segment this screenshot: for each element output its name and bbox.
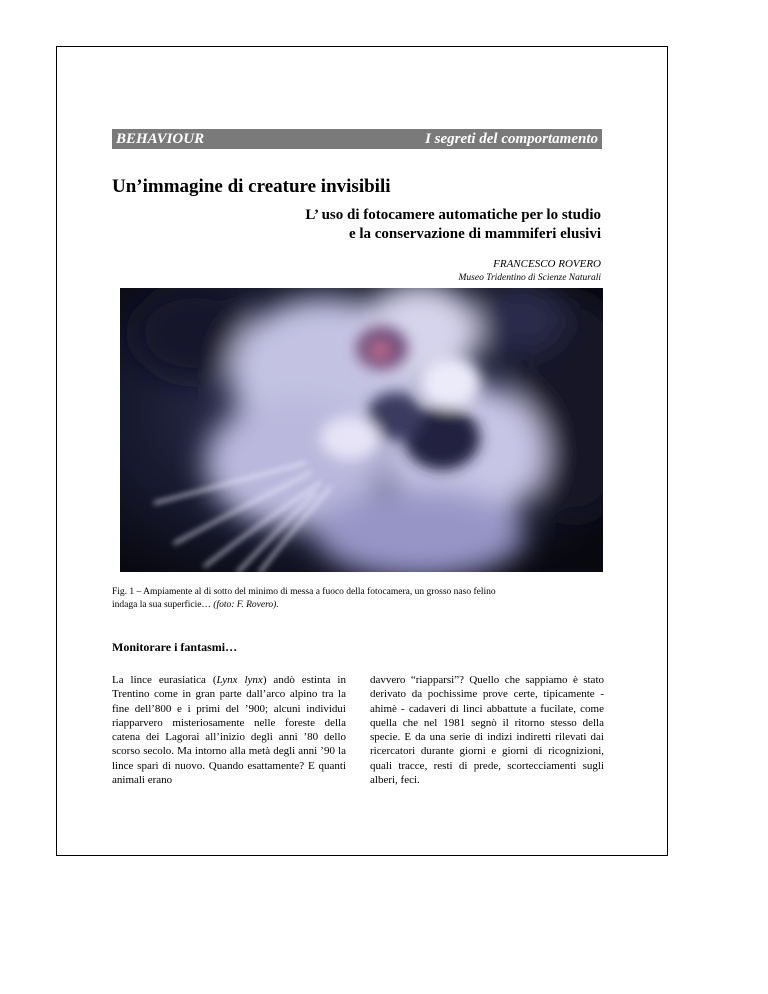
series-label: I segreti del comportamento [425,131,598,147]
figure-caption [112,586,602,612]
section-label: BEHAVIOUR [116,131,205,147]
subtitle-line-2: e la conservazione di mammiferi elusivi [348,226,601,242]
author-name: FRANCESCO ROVERO [493,258,601,270]
species-name: Lynx lynx [216,674,263,686]
body-column-1 [112,673,346,787]
photo-credit: (foto: F. Rovero). [213,600,279,610]
article-title: Un’immagine di creature invisibili [112,176,391,197]
photo-illustration [120,288,603,572]
author-affiliation: Museo Tridentino di Scienze Naturali [458,273,601,283]
caption-line-2: indaga la sua superficie… [112,600,211,610]
lynx-nose-photo [120,288,603,572]
subtitle-line-1: L’ uso di fotocamere automatiche per lo studio [305,207,601,223]
body-column-2: davvero “riapparsi”? Quello che sappiamo è stato derivato da pochissime prove certe, tipicamente - ahimè - cadaveri di linci abbattute a fucilate, come quella che nel 1981 segnò il ritorno stesso della specie. E da una serie di indizi indiretti rilevati dai ricercatori durante giorni e giorni di ricognizioni, quali tracce, resti di prede, scortecciamenti sugli alberi, feci. [370,674,604,787]
col1-text-end: ) andò estinta in Trentino come in gran parte dall’arco alpino tra la fine dell’800 e i primi del ’900; alcuni individui riapparvero misteriosamente nelle foreste della catena dei Lagorai all’inizio degli anni ’80 dello scorso secolo. Ma intorno alla metà degli anni ’90 la lince sparì di nuovo. Quando esattamente? E quanti animali erano [112,674,346,787]
caption-line-1: Fig. 1 – Ampiamente al di sotto del minimo di messa a fuoco della fotocamera, un grosso naso felino [112,587,496,597]
section-banner [112,129,602,149]
article-subtitle [305,206,601,244]
col1-text-start: La lince eurasiatica ( [112,674,217,686]
section-heading: Monitorare i fantasmi… [112,640,238,654]
